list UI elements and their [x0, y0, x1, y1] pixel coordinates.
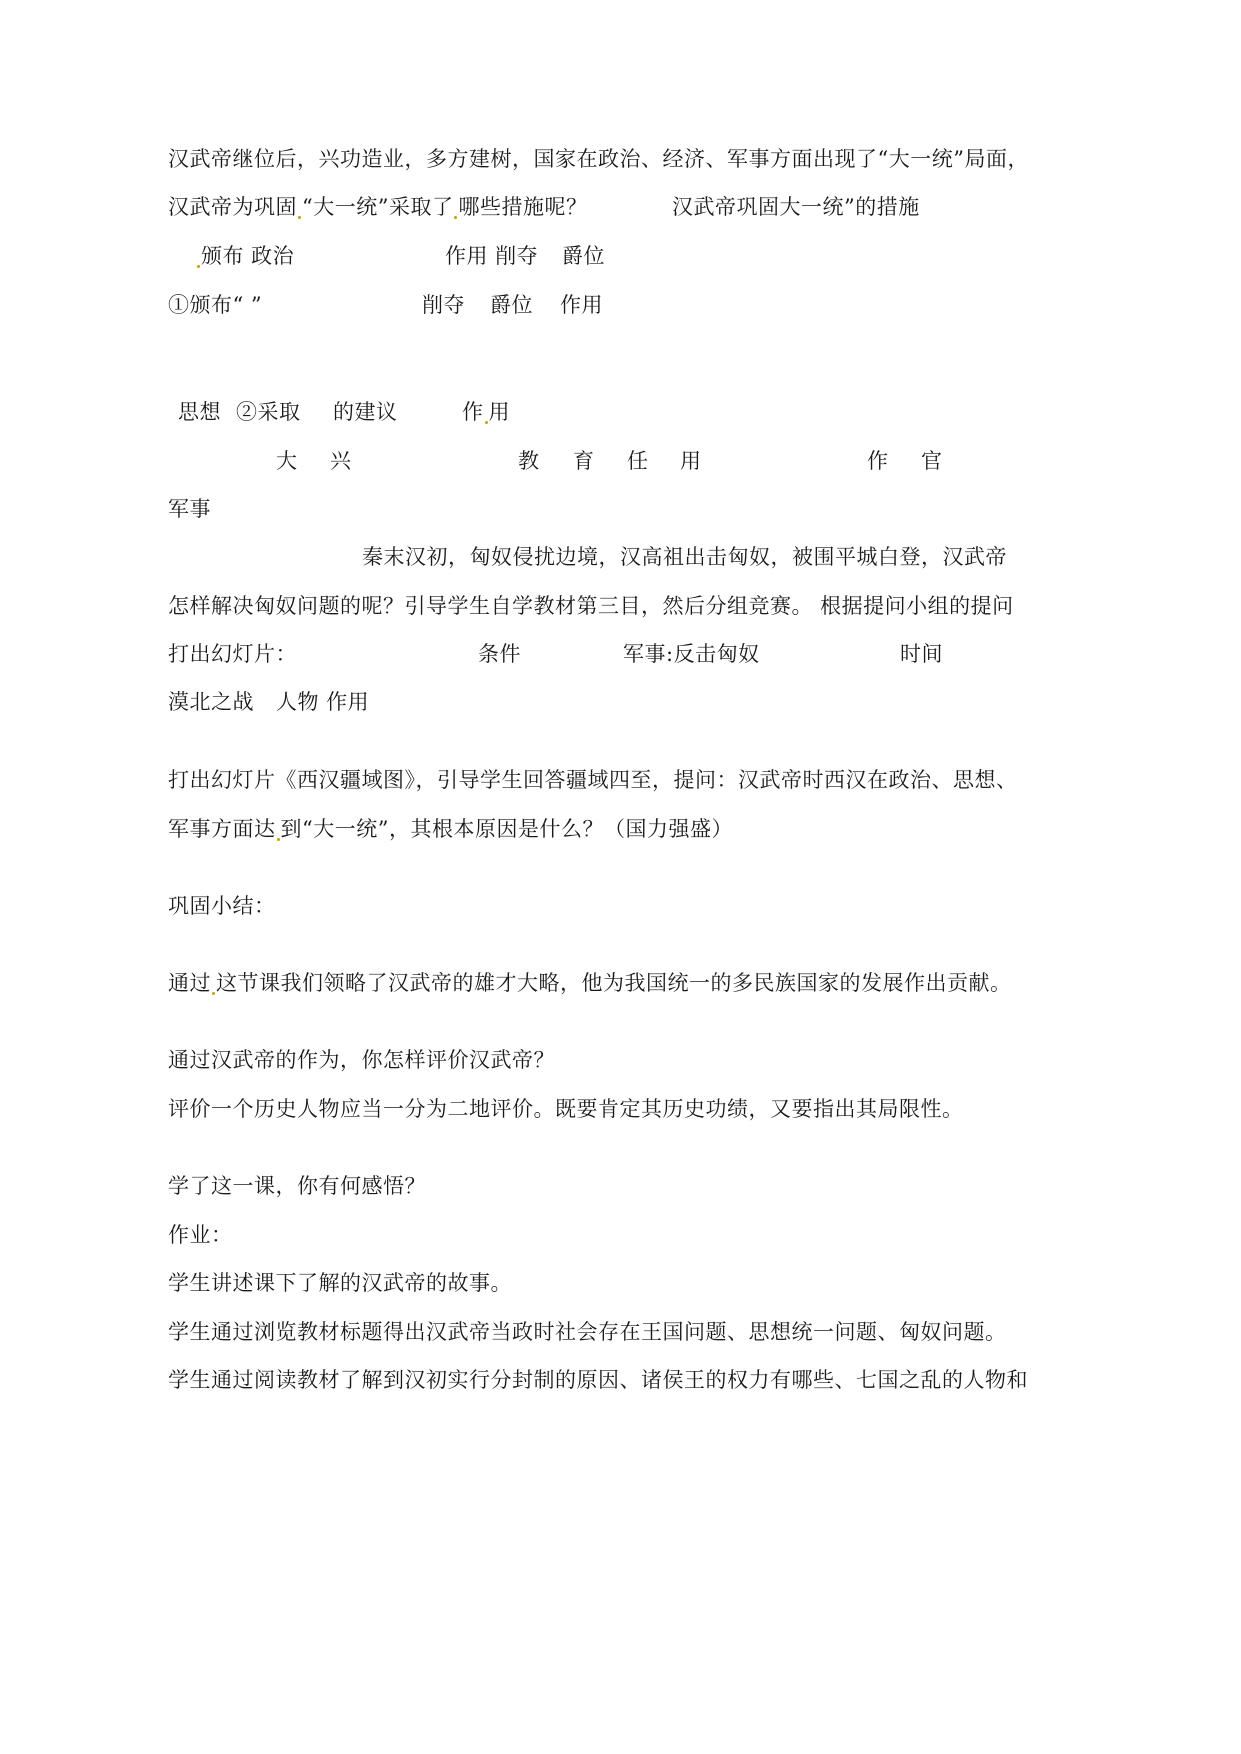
paragraph-line: 打出幻灯片《西汉疆域图》，引导学生回答疆域四至，提问：汉武帝时西汉在政治、思想、 [168, 768, 1018, 792]
table-cell-issue: ①颁布“ ” [168, 293, 263, 317]
annotation-dot [197, 265, 200, 268]
text-segment: 通过 [168, 971, 211, 995]
table-cell-rank-2: 爵位 [490, 293, 533, 317]
table-cell-person-effect: 人物 作用 [276, 690, 370, 714]
paragraph-line: 学生通过浏览教材标题得出汉武帝当政时社会存在王国问题、思想统一问题、匈奴问题。 [168, 1320, 1007, 1344]
annotation-dot [277, 838, 280, 841]
table-cell-effect-2: 作用 [560, 293, 603, 317]
text-segment: 作 [462, 400, 484, 424]
table-cell-suggestion: 的建议 [333, 400, 398, 424]
table-cell-adopt: ②采取 [236, 400, 301, 424]
paragraph-line: 评价一个历史人物应当一分为二地评价。既要肯定其历史功绩，又要指出其局限性。 [168, 1097, 964, 1121]
table-cell-deprive: 削夺 [422, 293, 465, 317]
table-cell-time: 时间 [900, 642, 943, 666]
spaced-char: 教 [518, 449, 540, 473]
slide-label: 打出幻灯片： [168, 642, 297, 666]
paragraph-line: 秦末汉初，匈奴侵扰边境，汉高祖出击匈奴，被围平城白登，汉武帝 [362, 545, 1007, 569]
spaced-char: 官 [921, 449, 943, 473]
paragraph-line [168, 971, 1012, 995]
measures-heading: 汉武帝巩固大一统”的措施 [672, 195, 920, 219]
text-segment: 用 [488, 400, 510, 424]
text-segment: 颁布 政治 [201, 244, 295, 268]
table-cell-effect: 作用 削夺 [445, 244, 539, 268]
table-cell-battle: 漠北之战 [168, 690, 254, 714]
table-cell-effect-3 [462, 400, 510, 424]
spaced-char: 用 [680, 449, 702, 473]
text-segment: 这节课我们领略了汉武帝的雄才大略，他为我国统一的多民族国家的发展作出贡献。 [216, 971, 1012, 995]
question-line: 通过汉武帝的作为，你怎样评价汉武帝？ [168, 1048, 555, 1072]
table-cell-military: 军事 [168, 497, 211, 521]
annotation-dot [298, 216, 301, 219]
text-segment: 军事方面达 [168, 817, 276, 841]
spaced-char: 大 [276, 449, 298, 473]
spaced-char: 作 [867, 449, 889, 473]
section-heading: 巩固小结： [168, 894, 276, 918]
section-heading: 作业： [168, 1223, 233, 1247]
paragraph-line: 学生通过阅读教材了解到汉初实行分封制的原因、诸侯王的权力有哪些、七国之乱的人物和 [168, 1368, 1028, 1392]
table-cell-condition: 条件 [478, 642, 521, 666]
paragraph-line: 怎样解决匈奴问题的呢？引导学生自学教材第三目，然后分组竞赛。 根据提问小组的提问 [168, 594, 1014, 618]
table-cell-military-counter: 军事:反击匈奴 [623, 642, 760, 666]
text-segment: “大一统”采取了 [302, 195, 454, 219]
table-cell-politics [196, 244, 294, 268]
spaced-char: 兴 [330, 449, 352, 473]
paragraph-line [168, 817, 733, 841]
text-segment: 哪些措施呢？ [458, 195, 588, 219]
text-segment: 到“大一统”，其根本原因是什么？（国力强盛） [280, 817, 733, 841]
annotation-dot [212, 992, 215, 995]
spaced-char: 育 [573, 449, 595, 473]
paragraph-line-1: 汉武帝继位后，兴功造业，多方建树，国家在政治、经济、军事方面出现了“大一统”局面， [168, 147, 1029, 171]
question-line: 学了这一课，你有何感悟？ [168, 1174, 426, 1198]
annotation-dot [485, 421, 488, 424]
text-segment: 汉武帝为巩固 [168, 195, 297, 219]
paragraph-line-2 [168, 195, 587, 219]
table-cell-thought: 思想 [178, 400, 221, 424]
paragraph-line: 学生讲述课下了解的汉武帝的故事。 [168, 1271, 512, 1295]
spaced-char: 任 [627, 449, 649, 473]
table-cell-rank: 爵位 [562, 244, 605, 268]
